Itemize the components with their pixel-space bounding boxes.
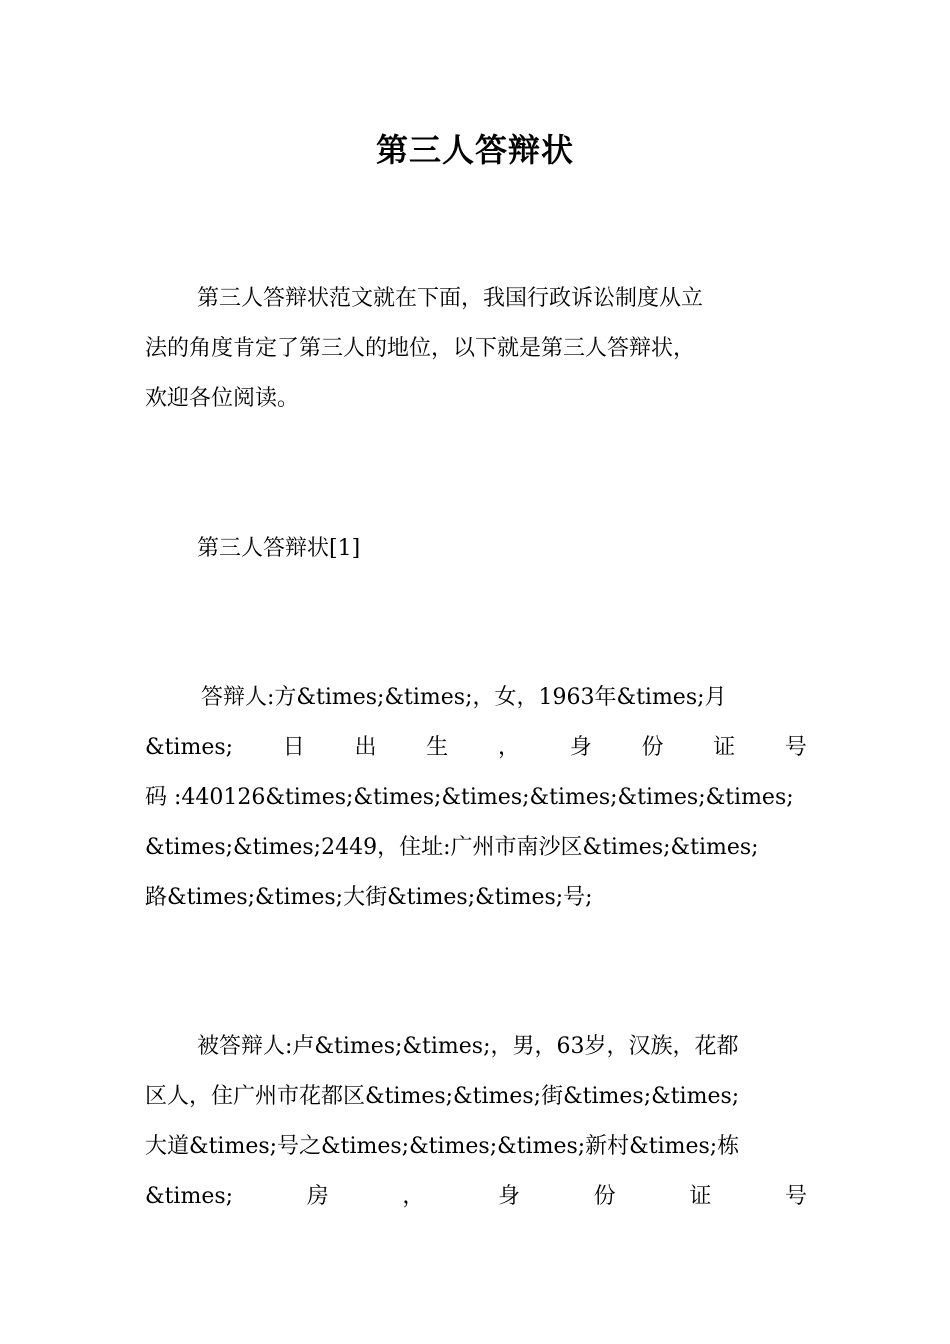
defendant-token: &times; <box>145 1184 234 1209</box>
respondent-line: 路&times;&times;大街&times;&times;号; <box>145 885 593 910</box>
respondent-line: 答辩人:方&times;&times;，女，1963年&times;月 <box>201 685 727 710</box>
respondent-token: ， <box>497 735 520 760</box>
intro-paragraph <box>145 274 807 424</box>
intro-line: 第三人答辩状范文就在下面，我国行政诉讼制度从立 <box>197 286 704 311</box>
defendant-token: 证 <box>689 1184 712 1209</box>
defendant-token: 身 <box>498 1184 521 1209</box>
respondent-paragraph <box>145 673 807 923</box>
defendant-line: 区人，住广州市花都区&times;&times;街&times;&times; <box>145 1084 740 1109</box>
section-heading: 第三人答辩状[1] <box>197 536 361 561</box>
defendant-token: ， <box>402 1184 425 1209</box>
defendant-paragraph <box>145 1022 807 1222</box>
respondent-token: 份 <box>641 735 664 760</box>
defendant-token: 号 <box>784 1184 807 1209</box>
intro-line: 法的角度肯定了第三人的地位，以下就是第三人答辩状， <box>145 336 696 361</box>
intro-line: 欢迎各位阅读。 <box>145 386 300 411</box>
defendant-line: 被答辩人:卢&times;&times;，男，63岁，汉族，花都 <box>197 1034 739 1059</box>
respondent-token: 证 <box>713 735 736 760</box>
defendant-token: 份 <box>593 1184 616 1209</box>
respondent-token: 身 <box>569 735 592 760</box>
respondent-token: 号 <box>784 735 807 760</box>
defendant-line: 大道&times;号之&times;&times;&times;新村&times;栋 <box>145 1134 740 1159</box>
respondent-token: 日 <box>282 735 305 760</box>
respondent-line <box>145 723 807 773</box>
document-title: 第三人答辩状 <box>375 131 574 169</box>
respondent-line: 码 :440126&times;&times;&times;&times;&times;&times; <box>145 785 794 810</box>
respondent-line: &times;&times;2449，住址:广州市南沙区&times;&times; <box>145 835 759 860</box>
respondent-token: 生 <box>426 735 449 760</box>
defendant-line <box>145 1172 807 1222</box>
defendant-token: 房 <box>306 1184 329 1209</box>
section-heading-paragraph <box>145 524 807 574</box>
respondent-token: 出 <box>354 735 377 760</box>
respondent-token: &times; <box>145 735 234 760</box>
